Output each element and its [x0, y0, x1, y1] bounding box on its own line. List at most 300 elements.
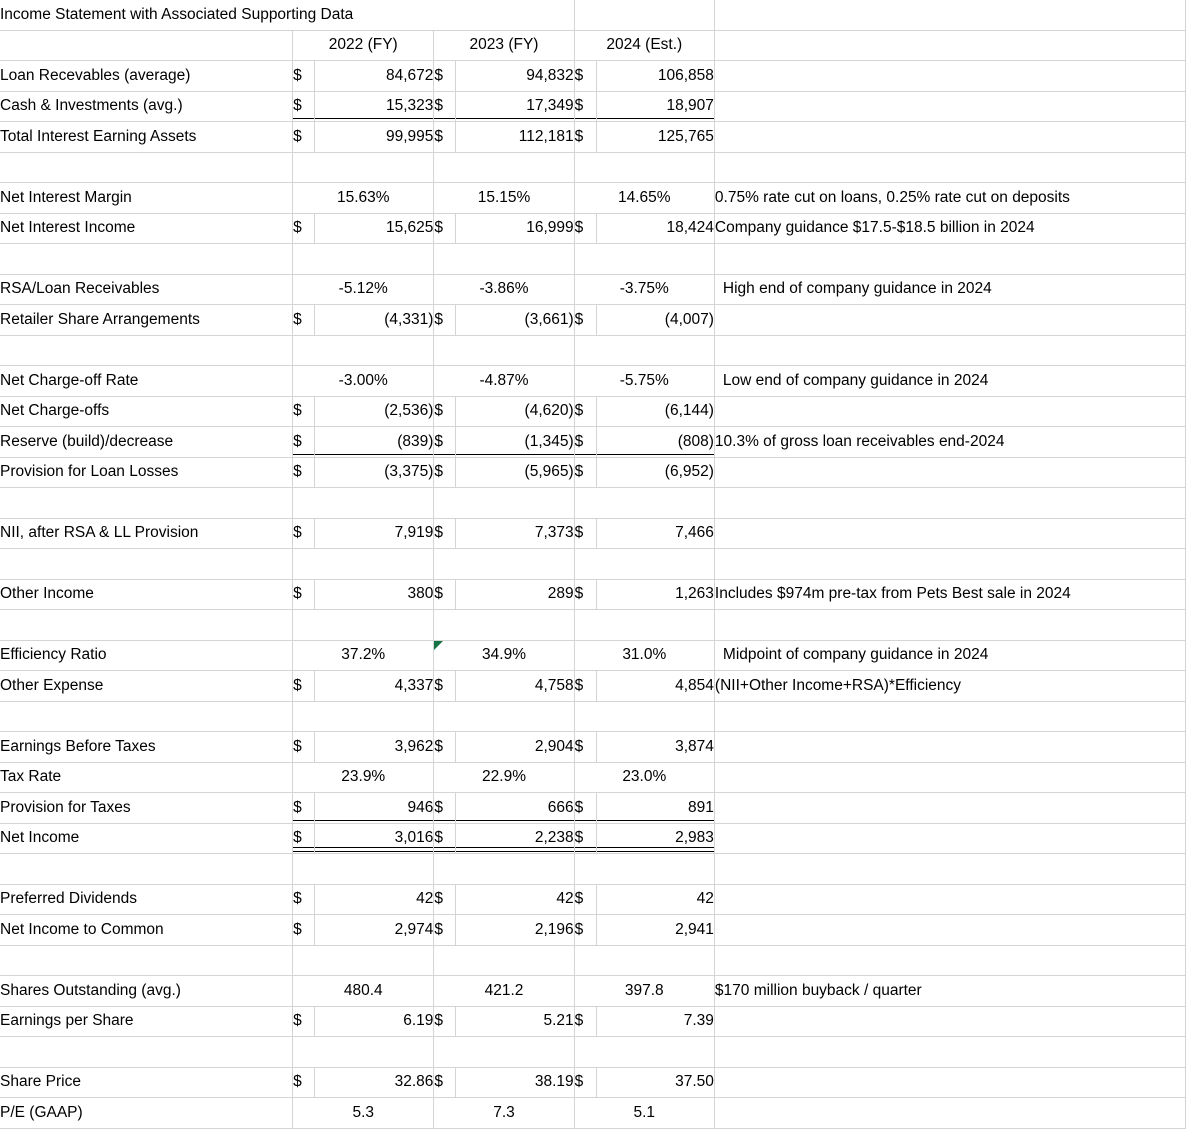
table-row[interactable] — [0, 183, 1186, 214]
cell-value: 666 — [547, 798, 574, 816]
currency-symbol-total-interest-earning-assets-2024[interactable] — [574, 122, 596, 153]
note-text: $170 million buyback / quarter — [714, 981, 922, 999]
cell-loan-receivables-2023[interactable] — [456, 61, 574, 92]
table-row[interactable] — [0, 213, 1186, 244]
row-label-text: Provision for Taxes — [0, 798, 131, 816]
cell-share-price-2023[interactable] — [456, 1067, 574, 1098]
currency-symbol: $ — [293, 737, 302, 755]
currency-symbol-reserve-build-decrease-2024[interactable] — [574, 427, 596, 458]
spacer-cell-2023[interactable] — [434, 244, 574, 275]
currency-symbol-provision-for-loan-losses-2022[interactable] — [293, 457, 315, 488]
currency-symbol-net-income-to-common-2022[interactable] — [293, 915, 315, 946]
header-year-2024[interactable]: 2024 (Est.) — [574, 30, 714, 61]
cell-provision-for-loan-losses-2024[interactable] — [596, 457, 714, 488]
currency-symbol-loan-receivables-2024[interactable] — [574, 61, 596, 92]
table-row[interactable] — [0, 762, 1186, 793]
row-label-share-price[interactable] — [0, 1067, 293, 1098]
cell-tax-rate-2024[interactable] — [574, 762, 714, 793]
currency-symbol-share-price-2022[interactable] — [293, 1067, 315, 1098]
currency-symbol-cash-investments-2022[interactable] — [293, 91, 315, 122]
currency-symbol-share-price-2024[interactable] — [574, 1067, 596, 1098]
cell-value: 946 — [407, 798, 434, 816]
header-label-cell[interactable] — [0, 30, 293, 61]
page-title: Income Statement with Associated Supporting Data — [0, 5, 354, 23]
cell-value: 15.15% — [477, 188, 531, 206]
table-row[interactable] — [0, 366, 1186, 397]
currency-symbol-net-income-to-common-2024[interactable] — [574, 915, 596, 946]
cell-other-income-2024[interactable] — [596, 579, 714, 610]
row-label-nii-after-rsa-ll-provision[interactable] — [0, 518, 293, 549]
currency-symbol-nii-after-rsa-ll-provision-2023[interactable] — [434, 518, 456, 549]
cell-net-interest-margin-2023[interactable] — [434, 183, 574, 214]
spacer-cell-2022[interactable] — [293, 701, 434, 732]
cell-earnings-per-share-2023[interactable] — [456, 1006, 574, 1037]
cell-pe-gaap-2024[interactable] — [574, 1098, 714, 1129]
table-row[interactable] — [0, 579, 1186, 610]
spacer-row[interactable] — [0, 335, 1186, 366]
currency-symbol-preferred-dividends-2024[interactable] — [574, 884, 596, 915]
cell-value: 380 — [407, 585, 434, 603]
currency-symbol-earnings-before-taxes-2022[interactable] — [293, 732, 315, 763]
spacer-row[interactable] — [0, 244, 1186, 275]
currency-symbol-nii-after-rsa-ll-provision-2022[interactable] — [293, 518, 315, 549]
currency-symbol-net-income-2022[interactable] — [293, 823, 315, 854]
currency-symbol-other-income-2023[interactable] — [434, 579, 456, 610]
sheet-title-cell[interactable] — [0, 0, 574, 30]
cell-shares-outstanding-2022[interactable] — [293, 976, 434, 1007]
spacer-cell-2022[interactable] — [293, 945, 434, 976]
note-tax-rate[interactable] — [714, 762, 1185, 793]
row-label-text: Tax Rate — [0, 768, 62, 786]
note-net-charge-offs[interactable] — [714, 396, 1185, 427]
row-label-loan-receivables[interactable] — [0, 61, 293, 92]
spacer-row[interactable] — [0, 549, 1186, 580]
cell-rsa-loan-receivables-2023[interactable] — [434, 274, 574, 305]
cell-value: 37.2% — [341, 646, 386, 664]
currency-symbol-net-interest-income-2023[interactable] — [434, 213, 456, 244]
cell-provision-for-loan-losses-2022[interactable] — [315, 457, 434, 488]
currency-symbol-provision-for-taxes-2024[interactable] — [574, 793, 596, 824]
spacer-cell-2022[interactable] — [293, 488, 434, 519]
cell-share-price-2024[interactable] — [596, 1067, 714, 1098]
spacer-row[interactable] — [0, 701, 1186, 732]
row-label-text: Net Interest Income — [0, 219, 136, 237]
note-rsa-loan-receivables[interactable] — [714, 274, 1185, 305]
cell-cash-investments-2023[interactable] — [456, 91, 574, 122]
note-reserve-build-decrease[interactable] — [714, 427, 1185, 458]
currency-symbol-earnings-per-share-2024[interactable] — [574, 1006, 596, 1037]
note-earnings-before-taxes[interactable] — [714, 732, 1185, 763]
row-label-net-charge-offs[interactable] — [0, 396, 293, 427]
row-label-net-income-to-common[interactable] — [0, 915, 293, 946]
spacer-cell-2024[interactable] — [574, 488, 714, 519]
cell-earnings-before-taxes-2024[interactable] — [596, 732, 714, 763]
cell-other-expense-2024[interactable] — [596, 671, 714, 702]
row-label-other-income[interactable] — [0, 579, 293, 610]
cell-reserve-build-decrease-2024[interactable] — [596, 427, 714, 458]
title-row-spacer-cell[interactable] — [574, 0, 714, 30]
spacer-cell-2023[interactable] — [434, 945, 574, 976]
note-net-interest-margin[interactable] — [714, 183, 1185, 214]
cell-earnings-before-taxes-2023[interactable] — [456, 732, 574, 763]
table-row[interactable] — [0, 1006, 1186, 1037]
row-label-rsa-loan-receivables[interactable] — [0, 274, 293, 305]
currency-symbol-other-expense-2024[interactable] — [574, 671, 596, 702]
spacer-cell-2024[interactable] — [574, 549, 714, 580]
table-row[interactable] — [0, 793, 1186, 824]
currency-symbol-provision-for-loan-losses-2023[interactable] — [434, 457, 456, 488]
spacer-note-cell[interactable] — [714, 335, 1185, 366]
currency-symbol-preferred-dividends-2023[interactable] — [434, 884, 456, 915]
row-label-net-charge-off-rate[interactable] — [0, 366, 293, 397]
spacer-cell-2023[interactable] — [434, 488, 574, 519]
cell-shares-outstanding-2024[interactable] — [574, 976, 714, 1007]
note-earnings-per-share[interactable] — [714, 1006, 1185, 1037]
table-row[interactable] — [0, 884, 1186, 915]
cell-nii-after-rsa-ll-provision-2023[interactable] — [456, 518, 574, 549]
cell-net-income-to-common-2023[interactable] — [456, 915, 574, 946]
row-label-pe-gaap[interactable] — [0, 1098, 293, 1129]
currency-symbol-earnings-before-taxes-2024[interactable] — [574, 732, 596, 763]
cell-efficiency-ratio-2024[interactable] — [574, 640, 714, 671]
note-other-income[interactable] — [714, 579, 1185, 610]
cell-other-expense-2023[interactable] — [456, 671, 574, 702]
currency-symbol-earnings-per-share-2023[interactable] — [434, 1006, 456, 1037]
cell-loan-receivables-2022[interactable] — [315, 61, 434, 92]
spacer-cell-2023[interactable] — [434, 335, 574, 366]
currency-symbol-share-price-2023[interactable] — [434, 1067, 456, 1098]
cell-tax-rate-2023[interactable] — [434, 762, 574, 793]
note-provision-for-taxes[interactable] — [714, 793, 1185, 824]
spacer-cell-2023[interactable] — [434, 1037, 574, 1068]
currency-symbol-earnings-per-share-2022[interactable] — [293, 1006, 315, 1037]
cell-other-expense-2022[interactable] — [315, 671, 434, 702]
cell-net-income-2024[interactable] — [596, 823, 714, 854]
spacer-cell-2024[interactable] — [574, 610, 714, 641]
note-shares-outstanding[interactable] — [714, 976, 1185, 1007]
table-row[interactable] — [0, 671, 1186, 702]
header-year-2022[interactable]: 2022 (FY) — [293, 30, 434, 61]
note-loan-receivables[interactable] — [714, 61, 1185, 92]
cell-other-income-2022[interactable] — [315, 579, 434, 610]
cell-net-interest-margin-2022[interactable] — [293, 183, 434, 214]
spacer-cell-2024[interactable] — [574, 945, 714, 976]
spacer-cell-2024[interactable] — [574, 1037, 714, 1068]
row-label-text: Total Interest Earning Assets — [0, 127, 197, 145]
header-year-2023[interactable]: 2023 (FY) — [434, 30, 574, 61]
cell-nii-after-rsa-ll-provision-2024[interactable] — [596, 518, 714, 549]
currency-symbol-net-charge-offs-2023[interactable] — [434, 396, 456, 427]
currency-symbol-net-income-2023[interactable] — [434, 823, 456, 854]
row-label-text: Reserve (build)/decrease — [0, 432, 174, 450]
cell-tax-rate-2022[interactable] — [293, 762, 434, 793]
note-total-interest-earning-assets[interactable] — [714, 122, 1185, 153]
spacer-cell-2022[interactable] — [293, 335, 434, 366]
spacer-note-cell[interactable] — [714, 854, 1185, 885]
table-row[interactable] — [0, 61, 1186, 92]
cell-earnings-per-share-2022[interactable] — [315, 1006, 434, 1037]
currency-symbol-reserve-build-decrease-2022[interactable] — [293, 427, 315, 458]
table-row[interactable] — [0, 122, 1186, 153]
note-net-income[interactable] — [714, 823, 1185, 854]
cell-net-charge-offs-2022[interactable] — [315, 396, 434, 427]
spacer-cell-2024[interactable] — [574, 854, 714, 885]
cell-net-charge-off-rate-2024[interactable] — [574, 366, 714, 397]
currency-symbol-cash-investments-2024[interactable] — [574, 91, 596, 122]
note-share-price[interactable] — [714, 1067, 1185, 1098]
currency-symbol-provision-for-taxes-2023[interactable] — [434, 793, 456, 824]
cell-value: 3,962 — [394, 737, 434, 755]
currency-symbol-cash-investments-2023[interactable] — [434, 91, 456, 122]
row-label-preferred-dividends[interactable] — [0, 884, 293, 915]
spacer-cell-2022[interactable] — [293, 854, 434, 885]
spacer-row[interactable] — [0, 1037, 1186, 1068]
cell-reserve-build-decrease-2023[interactable] — [456, 427, 574, 458]
cell-net-interest-income-2023[interactable] — [456, 213, 574, 244]
cell-rsa-loan-receivables-2022[interactable] — [293, 274, 434, 305]
row-label-earnings-per-share[interactable] — [0, 1006, 293, 1037]
cell-net-interest-income-2022[interactable] — [315, 213, 434, 244]
title-row-note-cell[interactable] — [714, 0, 1185, 30]
row-label-tax-rate[interactable] — [0, 762, 293, 793]
currency-symbol-earnings-before-taxes-2023[interactable] — [434, 732, 456, 763]
spacer-label-cell[interactable] — [0, 1037, 293, 1068]
spacer-label-cell[interactable] — [0, 610, 293, 641]
cell-shares-outstanding-2023[interactable] — [434, 976, 574, 1007]
spacer-label-cell[interactable] — [0, 244, 293, 275]
note-text: 0.75% rate cut on loans, 0.25% rate cut on deposits — [714, 188, 1070, 206]
cell-net-charge-offs-2023[interactable] — [456, 396, 574, 427]
note-efficiency-ratio[interactable] — [714, 640, 1185, 671]
spacer-label-cell[interactable] — [0, 335, 293, 366]
note-nii-after-rsa-ll-provision[interactable] — [714, 518, 1185, 549]
table-row[interactable] — [0, 823, 1186, 854]
spacer-row[interactable] — [0, 152, 1186, 183]
row-label-reserve-build-decrease[interactable] — [0, 427, 293, 458]
currency-symbol-net-interest-income-2024[interactable] — [574, 213, 596, 244]
table-row[interactable] — [0, 518, 1186, 549]
title-row[interactable] — [0, 0, 1186, 30]
header-row[interactable] — [0, 30, 1186, 61]
table-row[interactable] — [0, 91, 1186, 122]
currency-symbol: $ — [434, 432, 443, 450]
row-label-shares-outstanding[interactable] — [0, 976, 293, 1007]
currency-symbol-provision-for-taxes-2022[interactable] — [293, 793, 315, 824]
currency-symbol-total-interest-earning-assets-2023[interactable] — [434, 122, 456, 153]
table-row[interactable] — [0, 1067, 1186, 1098]
spacer-cell-2023[interactable] — [434, 701, 574, 732]
spacer-label-cell[interactable] — [0, 701, 293, 732]
cell-share-price-2022[interactable] — [315, 1067, 434, 1098]
note-net-income-to-common[interactable] — [714, 915, 1185, 946]
cell-net-income-2023[interactable] — [456, 823, 574, 854]
cell-value: 37.50 — [675, 1073, 714, 1091]
spacer-note-cell[interactable] — [714, 488, 1185, 519]
row-label-provision-for-taxes[interactable] — [0, 793, 293, 824]
currency-symbol-net-interest-income-2022[interactable] — [293, 213, 315, 244]
cell-net-income-to-common-2022[interactable] — [315, 915, 434, 946]
spacer-label-cell[interactable] — [0, 152, 293, 183]
spacer-label-cell[interactable] — [0, 549, 293, 580]
cell-retailer-share-arrangements-2023[interactable] — [456, 305, 574, 336]
cell-net-charge-off-rate-2023[interactable] — [434, 366, 574, 397]
cell-efficiency-ratio-2022[interactable] — [293, 640, 434, 671]
currency-symbol-retailer-share-arrangements-2024[interactable] — [574, 305, 596, 336]
spacer-note-cell[interactable] — [714, 244, 1185, 275]
currency-symbol-loan-receivables-2022[interactable] — [293, 61, 315, 92]
cell-provision-for-taxes-2024[interactable] — [596, 793, 714, 824]
cell-preferred-dividends-2024[interactable] — [596, 884, 714, 915]
row-label-total-interest-earning-assets[interactable] — [0, 122, 293, 153]
cell-earnings-per-share-2024[interactable] — [596, 1006, 714, 1037]
spacer-label-cell[interactable] — [0, 945, 293, 976]
table-row[interactable] — [0, 274, 1186, 305]
cell-provision-for-loan-losses-2023[interactable] — [456, 457, 574, 488]
spacer-label-cell[interactable] — [0, 488, 293, 519]
note-preferred-dividends[interactable] — [714, 884, 1185, 915]
note-retailer-share-arrangements[interactable] — [714, 305, 1185, 336]
spacer-cell-2023[interactable] — [434, 610, 574, 641]
spacer-cell-2022[interactable] — [293, 549, 434, 580]
cell-preferred-dividends-2022[interactable] — [315, 884, 434, 915]
currency-symbol-other-expense-2022[interactable] — [293, 671, 315, 702]
spacer-note-cell[interactable] — [714, 152, 1185, 183]
row-label-earnings-before-taxes[interactable] — [0, 732, 293, 763]
note-other-expense[interactable] — [714, 671, 1185, 702]
currency-symbol-nii-after-rsa-ll-provision-2024[interactable] — [574, 518, 596, 549]
cell-total-interest-earning-assets-2024[interactable] — [596, 122, 714, 153]
cell-value: 891 — [688, 798, 714, 816]
cell-total-interest-earning-assets-2022[interactable] — [315, 122, 434, 153]
currency-symbol-net-income-2024[interactable] — [574, 823, 596, 854]
spacer-note-cell[interactable] — [714, 945, 1185, 976]
table-row[interactable] — [0, 305, 1186, 336]
table-row[interactable] — [0, 976, 1186, 1007]
table-row[interactable] — [0, 427, 1186, 458]
row-label-net-interest-income[interactable] — [0, 213, 293, 244]
currency-symbol: $ — [574, 1073, 584, 1091]
spacer-row[interactable] — [0, 610, 1186, 641]
spacer-cell-2023[interactable] — [434, 549, 574, 580]
spacer-cell-2022[interactable] — [293, 610, 434, 641]
currency-symbol: $ — [434, 676, 443, 694]
note-net-charge-off-rate[interactable] — [714, 366, 1185, 397]
cell-net-charge-offs-2024[interactable] — [596, 396, 714, 427]
comment-indicator-icon[interactable] — [434, 641, 443, 650]
cell-net-income-to-common-2024[interactable] — [596, 915, 714, 946]
currency-symbol-retailer-share-arrangements-2023[interactable] — [434, 305, 456, 336]
spacer-cell-2024[interactable] — [574, 244, 714, 275]
table-row[interactable] — [0, 396, 1186, 427]
row-label-efficiency-ratio[interactable] — [0, 640, 293, 671]
table-row[interactable] — [0, 457, 1186, 488]
row-label-retailer-share-arrangements[interactable] — [0, 305, 293, 336]
currency-symbol-other-income-2024[interactable] — [574, 579, 596, 610]
cell-cash-investments-2022[interactable] — [315, 91, 434, 122]
spacer-label-cell[interactable] — [0, 854, 293, 885]
row-label-text: Net Interest Margin — [0, 188, 132, 206]
cell-cash-investments-2024[interactable] — [596, 91, 714, 122]
currency-symbol-net-charge-offs-2022[interactable] — [293, 396, 315, 427]
spacer-note-cell[interactable] — [714, 1037, 1185, 1068]
table-row[interactable] — [0, 732, 1186, 763]
currency-symbol-preferred-dividends-2022[interactable] — [293, 884, 315, 915]
cell-earnings-before-taxes-2022[interactable] — [315, 732, 434, 763]
spacer-note-cell[interactable] — [714, 701, 1185, 732]
row-label-other-expense[interactable] — [0, 671, 293, 702]
spacer-note-cell[interactable] — [714, 549, 1185, 580]
spacer-cell-2023[interactable] — [434, 854, 574, 885]
header-notes-cell[interactable] — [714, 30, 1185, 61]
spacer-cell-2022[interactable] — [293, 244, 434, 275]
cell-loan-receivables-2024[interactable] — [596, 61, 714, 92]
cell-rsa-loan-receivables-2024[interactable] — [574, 274, 714, 305]
spacer-row[interactable] — [0, 945, 1186, 976]
note-pe-gaap[interactable] — [714, 1098, 1185, 1129]
cell-pe-gaap-2023[interactable] — [434, 1098, 574, 1129]
cell-net-income-2022[interactable] — [315, 823, 434, 854]
spacer-cell-2022[interactable] — [293, 152, 434, 183]
note-text: 10.3% of gross loan receivables end-2024 — [714, 432, 1005, 450]
table-row[interactable] — [0, 640, 1186, 671]
cell-provision-for-taxes-2022[interactable] — [315, 793, 434, 824]
cell-net-interest-margin-2024[interactable] — [574, 183, 714, 214]
spacer-cell-2024[interactable] — [574, 152, 714, 183]
note-net-interest-income[interactable] — [714, 213, 1185, 244]
currency-symbol-loan-receivables-2023[interactable] — [434, 61, 456, 92]
row-label-net-income[interactable] — [0, 823, 293, 854]
currency-symbol-provision-for-loan-losses-2024[interactable] — [574, 457, 596, 488]
table-row[interactable] — [0, 915, 1186, 946]
spacer-row[interactable] — [0, 488, 1186, 519]
currency-symbol: $ — [293, 798, 302, 816]
table-row[interactable] — [0, 1098, 1186, 1129]
note-provision-for-loan-losses[interactable] — [714, 457, 1185, 488]
currency-symbol-total-interest-earning-assets-2022[interactable] — [293, 122, 315, 153]
cell-provision-for-taxes-2023[interactable] — [456, 793, 574, 824]
cell-retailer-share-arrangements-2022[interactable] — [315, 305, 434, 336]
cell-other-income-2023[interactable] — [456, 579, 574, 610]
currency-symbol-net-income-to-common-2023[interactable] — [434, 915, 456, 946]
row-label-provision-for-loan-losses[interactable] — [0, 457, 293, 488]
currency-symbol-net-charge-offs-2024[interactable] — [574, 396, 596, 427]
cell-total-interest-earning-assets-2023[interactable] — [456, 122, 574, 153]
spacer-cell-2022[interactable] — [293, 1037, 434, 1068]
spacer-cell-2024[interactable] — [574, 701, 714, 732]
cell-nii-after-rsa-ll-provision-2022[interactable] — [315, 518, 434, 549]
currency-symbol: $ — [574, 676, 584, 694]
currency-symbol-retailer-share-arrangements-2022[interactable] — [293, 305, 315, 336]
currency-symbol-other-income-2022[interactable] — [293, 579, 315, 610]
cell-retailer-share-arrangements-2024[interactable] — [596, 305, 714, 336]
cell-efficiency-ratio-2023[interactable] — [434, 640, 574, 671]
cell-reserve-build-decrease-2022[interactable] — [315, 427, 434, 458]
cell-net-interest-income-2024[interactable] — [596, 213, 714, 244]
spacer-row[interactable] — [0, 854, 1186, 885]
cell-net-charge-off-rate-2022[interactable] — [293, 366, 434, 397]
row-label-cash-investments[interactable] — [0, 91, 293, 122]
spacer-note-cell[interactable] — [714, 610, 1185, 641]
row-label-net-interest-margin[interactable] — [0, 183, 293, 214]
currency-symbol: $ — [574, 798, 584, 816]
spacer-cell-2024[interactable] — [574, 335, 714, 366]
note-cash-investments[interactable] — [714, 91, 1185, 122]
currency-symbol-reserve-build-decrease-2023[interactable] — [434, 427, 456, 458]
cell-pe-gaap-2022[interactable] — [293, 1098, 434, 1129]
cell-preferred-dividends-2023[interactable] — [456, 884, 574, 915]
currency-symbol-other-expense-2023[interactable] — [434, 671, 456, 702]
spacer-cell-2023[interactable] — [434, 152, 574, 183]
